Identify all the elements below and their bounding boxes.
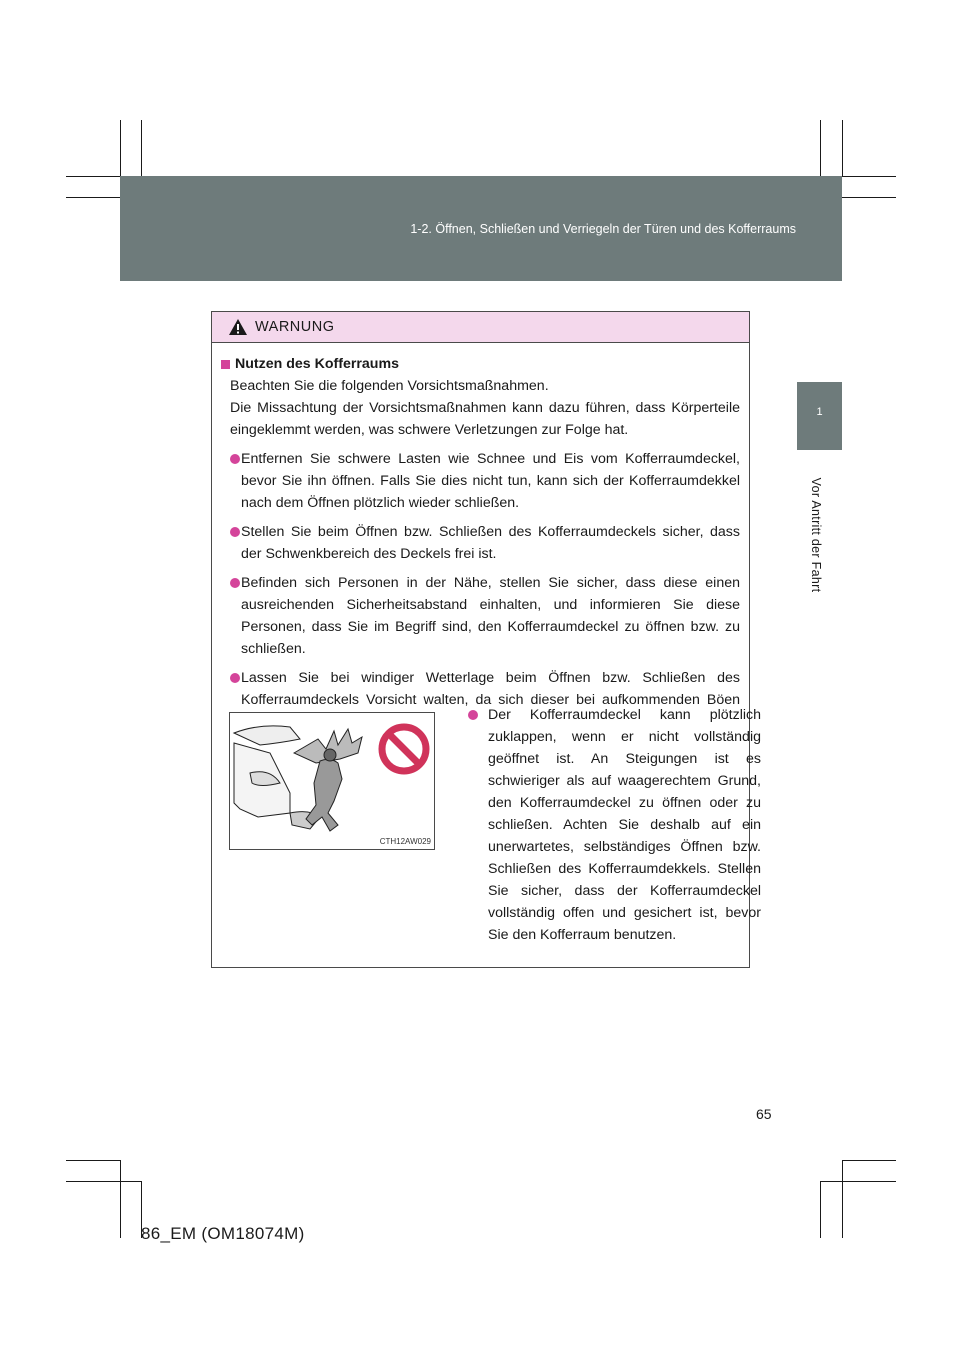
warning-header — [212, 312, 749, 343]
car-trunk-drawing — [230, 713, 434, 849]
round-bullet-icon — [230, 673, 240, 683]
intro-text — [221, 375, 740, 441]
round-bullet-icon — [230, 578, 240, 588]
warning-box — [211, 311, 761, 968]
square-bullet-icon — [221, 360, 230, 369]
trunk-lid-illustration — [229, 712, 435, 850]
crop-mark — [66, 1181, 141, 1182]
warning-triangle-icon — [228, 318, 248, 336]
header-band — [120, 176, 842, 281]
crop-mark — [842, 176, 896, 177]
section-title: Nutzen des Kofferraums — [235, 356, 399, 372]
chapter-number: 1 — [816, 406, 823, 418]
chapter-tab — [797, 382, 842, 450]
warning-title: WARNUNG — [255, 319, 335, 335]
round-bullet-icon — [468, 710, 478, 720]
list-item-text: Lassen Sie bei windiger Wetterlage beim Öffnen bzw. Schließen des Kofferraumdeckels Vorsicht walten, da sich dieser bei aufkommenden Böen — [241, 670, 740, 708]
round-bullet-icon — [230, 527, 240, 537]
intro-line-2: Die Missachtung der Vorsichtsmaßnahmen kann dazu führen, dass Körperteile eingeklemmt werden, was schwere Verletzungen zur Folge hat. — [230, 400, 740, 438]
round-bullet-icon — [230, 454, 240, 464]
crop-mark — [66, 176, 120, 177]
footer-code: 86_EM (OM18074M) — [141, 1224, 305, 1243]
crop-mark — [120, 120, 121, 176]
list-item-text: Stellen Sie beim Öffnen bzw. Schließen des Kofferraumdeckels sicher, dass der Schwenkbereich des Deckels frei ist. — [241, 524, 740, 562]
intro-line-1: Beachten Sie die folgenden Vorsichtsmaßnahmen. — [230, 378, 549, 394]
crop-mark — [842, 120, 843, 176]
list-item — [221, 572, 740, 660]
crop-mark — [842, 1160, 896, 1161]
crop-mark — [66, 1160, 120, 1161]
chapter-title: 1-2. Öffnen, Schließen und Verriegeln der Türen und des Kofferraums — [410, 222, 796, 236]
crop-mark — [842, 1160, 843, 1238]
warning-body — [212, 343, 749, 733]
crop-mark — [120, 1160, 121, 1238]
list-item-text: Der Kofferraumdeckel kann plötzlich zuklappen, wenn er nicht vollständig geöffnet ist. An Steigungen ist es schwieriger als auf waagerechtem Grund, den Kofferraumdeckel zu öffnen oder zu schließen. Achten Sie deshalb auf ein unerwartetes, selbständiges Öffnen bzw. Schließen des Kofferraumdekkels. Stellen Sie sicher, dass der Kofferraumdeckel vollständig offen und gesichert ist, bevor Sie den Kofferraum benutzen. — [488, 707, 761, 943]
list-item — [221, 521, 740, 565]
list-item — [221, 448, 740, 514]
page-number: 65 — [756, 1106, 772, 1122]
section-heading — [221, 353, 740, 375]
list-item-text: Entfernen Sie schwere Lasten wie Schnee und Eis vom Kofferraumdeckel, bevor Sie ihn öffnen. Falls Sie dies nicht tun, kann sich der Kofferraumdekkel nach dem Öffnen plötzlich wieder schließen. — [241, 451, 740, 511]
crop-mark — [820, 1181, 896, 1182]
list-item-text: Befinden sich Personen in der Nähe, stellen Sie sicher, dass diese einen ausreichenden Sicherheitsabstand einhalten, und informieren Sie diese Personen, dass Sie im Begriff sind, den Kofferraumdeckel zu öffnen bzw. zu schließen. — [241, 575, 740, 657]
crop-mark — [820, 1181, 821, 1238]
illustration-code: CTH12AW029 — [379, 837, 431, 846]
prohibition-icon — [382, 727, 426, 771]
list-item — [468, 704, 761, 946]
chapter-side-label: Vor Antritt der Fahrt — [809, 477, 823, 593]
